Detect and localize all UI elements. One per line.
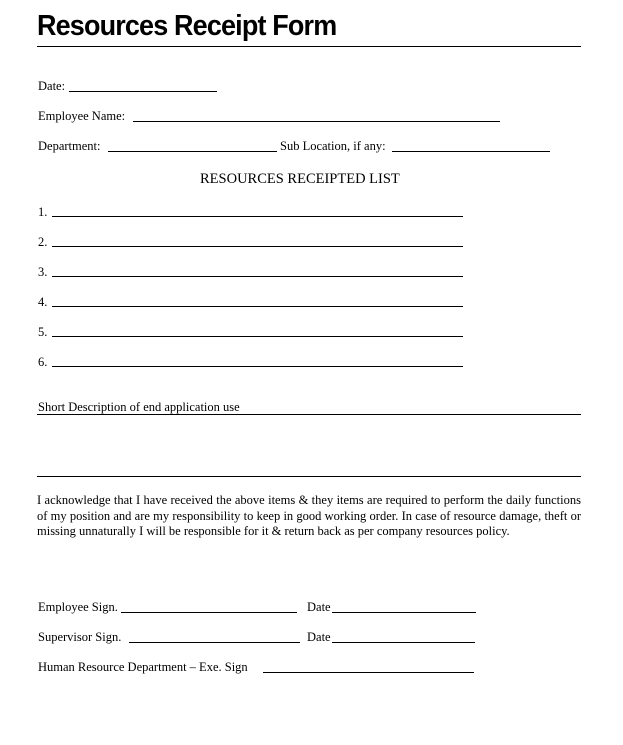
list-number: 5. <box>38 325 48 339</box>
supervisor-date-label: Date <box>307 630 331 644</box>
employee-name-field[interactable] <box>133 121 500 122</box>
title-divider <box>37 46 581 47</box>
employee-date-label: Date <box>307 600 331 614</box>
list-item-field-6[interactable] <box>52 366 463 367</box>
form-title: Resources Receipt Form <box>37 10 337 42</box>
list-number: 2. <box>38 235 48 249</box>
employee-sign-field[interactable] <box>121 612 297 613</box>
description-label: Short Description of end application use <box>38 400 240 414</box>
employee-date-field[interactable] <box>332 612 476 613</box>
list-item-field-3[interactable] <box>52 276 463 277</box>
employee-name-label: Employee Name: <box>38 109 126 123</box>
list-item-field-1[interactable] <box>52 216 463 217</box>
department-label: Department: <box>38 139 101 153</box>
list-number: 6. <box>38 355 48 369</box>
supervisor-date-field[interactable] <box>332 642 475 643</box>
list-number: 3. <box>38 265 48 279</box>
list-item-field-4[interactable] <box>52 306 463 307</box>
description-field-line-2[interactable] <box>37 476 581 477</box>
acknowledgement-text: I acknowledge that I have received the above items & they items are required to perform the daily functions of my position and are my responsibility to keep in good working order. In case of resource damage, theft or missing unnaturally I will be responsible for it & return back as per company resources policy. <box>37 493 581 539</box>
hr-sign-field[interactable] <box>263 672 474 673</box>
list-heading: RESOURCES RECEIPTED LIST <box>200 171 400 187</box>
employee-sign-label: Employee Sign. <box>38 600 118 614</box>
supervisor-sign-label: Supervisor Sign. <box>38 630 122 644</box>
hr-sign-label: Human Resource Department – Exe. Sign <box>38 660 248 674</box>
department-field[interactable] <box>108 151 277 152</box>
sub-location-label: Sub Location, if any: <box>280 139 386 153</box>
description-field-line-1[interactable] <box>37 414 581 415</box>
list-item-field-5[interactable] <box>52 336 463 337</box>
sub-location-field[interactable] <box>392 151 550 152</box>
date-label: Date: <box>38 79 66 93</box>
list-item-field-2[interactable] <box>52 246 463 247</box>
list-number: 1. <box>38 205 48 219</box>
date-field[interactable] <box>69 91 217 92</box>
supervisor-sign-field[interactable] <box>129 642 300 643</box>
list-number: 4. <box>38 295 48 309</box>
